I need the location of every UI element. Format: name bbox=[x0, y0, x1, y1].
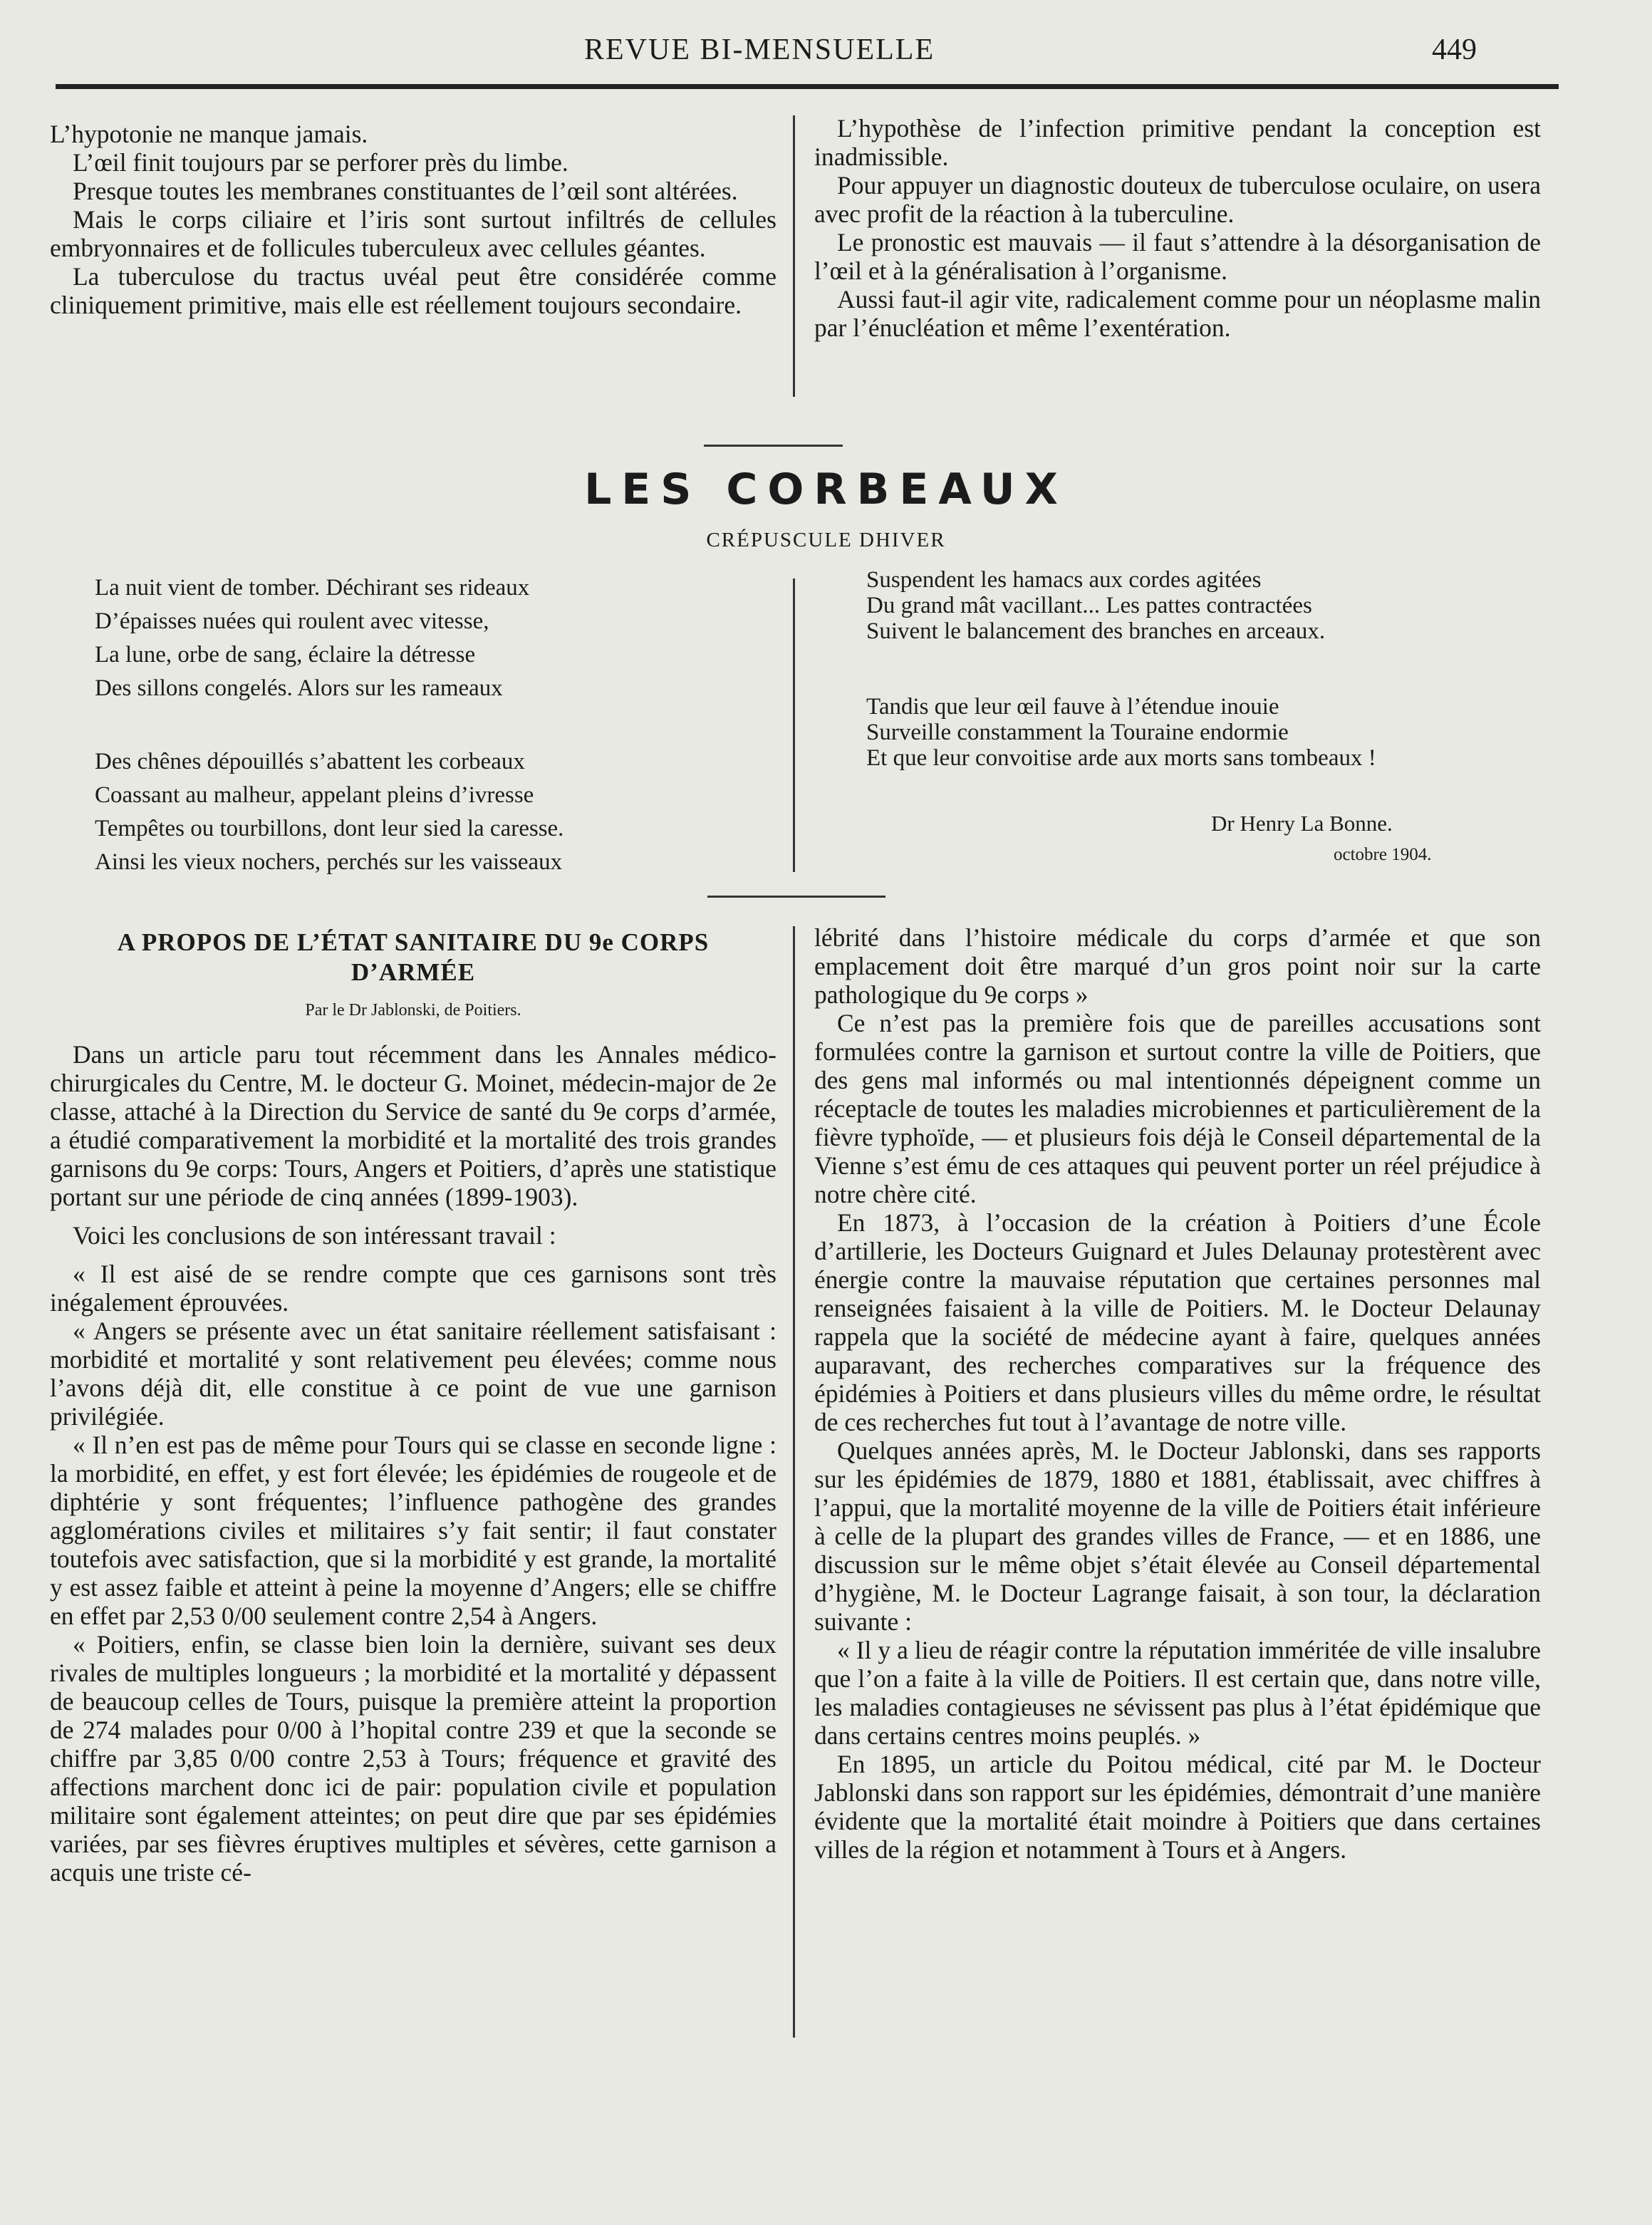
paragraph: lébrité dans l’histoire médicale du corps d’armée et que son emplacement doit être marqué d’un gros point noir sur la carte pathologique du 9e corps » bbox=[814, 923, 1541, 1009]
paragraph: En 1895, un article du Poitou médical, cité par M. le Docteur Jablonski dans son rapport sur les épidémies, démontrait d’une manière évidente que la mortalité était moindre à Poitiers que dans certaines villes de la région et notamment à Tours et à Angers. bbox=[814, 1750, 1541, 1864]
verse-line: Des chênes dépouillés s’abattent les corbeaux bbox=[95, 749, 525, 774]
paragraph: Ce n’est pas la première fois que de pareilles accusations sont formulées contre la garnison et surtout contre la ville de Poitiers, que des gens mal informés ou mal intentionnés dépeignent comme un réceptacle de toutes les maladies microbiennes et particulièrement de la fièvre typhoïde, — et plusieurs fois déjà le Conseil départemental de la Vienne s’est ému de ces attaques qui peuvent porter un réel préjudice à notre chère cité. bbox=[814, 1009, 1541, 1208]
poem-title: LES CORBEAUX bbox=[584, 465, 1068, 514]
paragraph: Pour appuyer un diagnostic douteux de tuberculose oculaire, on usera avec profit de la réaction à la tuberculine. bbox=[814, 171, 1541, 228]
poem-signature: Dr Henry La Bonne. bbox=[1211, 811, 1393, 836]
paragraph: L’hypotonie ne manque jamais. bbox=[50, 120, 368, 148]
paragraph: Mais le corps ciliaire et l’iris sont surtout infiltrés de cellules embryonnaires et de follicules tuberculeux avec cellules géantes. bbox=[50, 205, 776, 262]
section-rule bbox=[707, 896, 885, 898]
article-right-column bbox=[814, 923, 1541, 1864]
poem-divider bbox=[793, 579, 795, 872]
paragraph: L’hypothèse de l’infection primitive pendant la conception est inadmissible. bbox=[814, 114, 1541, 171]
paragraph: « Angers se présente avec un état sanitaire réellement satisfaisant : morbidité et mortalité y sont relativement peu élevées; comme nous l’avons déjà dit, elle constitue à ce point de vue une garnison privilégiée. bbox=[50, 1317, 776, 1431]
verse-line: Tempêtes ou tourbillons, dont leur sied la caresse. bbox=[95, 816, 564, 841]
verse-line: Ainsi les vieux nochers, perchés sur les vaisseaux bbox=[95, 849, 563, 875]
poem-right-stanza-2 bbox=[866, 694, 1376, 771]
poem-subtitle: CRÉPUSCULE DHIVER bbox=[706, 529, 946, 551]
article-byline: Par le Dr Jablonski, de Poitiers. bbox=[305, 1001, 521, 1020]
article-title-line-2: D’ARMÉE bbox=[350, 958, 476, 986]
verse-line: La nuit vient de tomber. Déchirant ses rideaux bbox=[95, 575, 530, 601]
poem-right-stanza-1 bbox=[866, 567, 1325, 644]
paragraph: Aussi faut-il agir vite, radicalement comme pour un néoplasme malin par l’énucléation et même l’exentération. bbox=[814, 285, 1541, 342]
verse-line: Et que leur convoitise arde aux morts sans tombeaux ! bbox=[866, 745, 1376, 771]
paragraph: L’œil finit toujours par se perforer près du limbe. bbox=[73, 148, 568, 177]
article-left-column bbox=[50, 1040, 776, 1887]
article-title bbox=[50, 928, 776, 987]
paragraph: La tuberculose du tractus uvéal peut être considérée comme cliniquement primitive, mais elle est réellement toujours secondaire. bbox=[50, 262, 776, 319]
column-divider bbox=[793, 926, 795, 2038]
section-rule bbox=[704, 445, 843, 447]
paragraph: « Il est aisé de se rendre compte que ces garnisons sont très inégalement éprouvées. bbox=[50, 1260, 776, 1317]
verse-line: Du grand mât vacillant... Les pattes contractées bbox=[866, 593, 1312, 618]
article-title-line-1: A PROPOS DE L’ÉTAT SANITAIRE DU 9e CORPS bbox=[117, 928, 710, 956]
paragraph: Presque toutes les membranes constituantes de l’œil sont altérées. bbox=[73, 177, 738, 205]
paragraph: « Il n’en est pas de même pour Tours qui se classe en seconde ligne : la morbidité, en effet, y est fort élevée; les épidémies de rougeole et de diphtérie y sont fréquentes; l’influence pathogène des grandes agglomérations civiles et militaires s’y fait sentir; il faut constater toutefois avec satisfaction, que si la morbidité y est grande, la mortalité y est assez faible et atteint à peine la moyenne d’Angers; elle se chiffre en effet par 2,53 0/00 seulement contre 2,54 à Angers. bbox=[50, 1431, 776, 1630]
paragraph: En 1873, à l’occasion de la création à Poitiers d’une École d’artillerie, les Docteurs Guignard et Jules Delaunay protestèrent avec énergie contre la mauvaise réputation que certaines personnes mal renseignées faisaient à la ville de Poitiers. M. le Docteur Delaunay rappela que la société de médecine ayant à faire, quelques années auparavant, des recherches comparatives sur la fréquence des épidémies à Poitiers et dans plusieurs villes du même ordre, le résultat de ces recherches fut tout à l’avantage de notre ville. bbox=[814, 1208, 1541, 1436]
verse-line: Coassant au malheur, appelant pleins d’ivresse bbox=[95, 782, 534, 808]
paragraph: « Poitiers, enfin, se classe bien loin la dernière, suivant ses deux rivales de multiples longueurs ; la morbidité et la mortalité y dépassent de beaucoup celles de Tours, puisque la première atteint la proportion de 274 malades pour 0/00 à l’hopital contre 239 et que la seconde se chiffre par 3,85 0/00 contre 2,53 à Tours; fréquence et gravité des affections marchent donc ici de pair: population civile et population militaire sont également atteintes; on peut dire que par ses épidémies variées, par ses fièvres éruptives multiples et sévères, cette garnison a acquis une triste cé- bbox=[50, 1630, 776, 1887]
poem-left-stanza-2 bbox=[95, 745, 563, 879]
poem-date: octobre 1904. bbox=[1334, 845, 1432, 864]
verse-line: Des sillons congelés. Alors sur les rameaux bbox=[95, 675, 503, 701]
top-right-column bbox=[814, 114, 1541, 342]
poem-left-stanza-1 bbox=[95, 571, 529, 705]
top-left-column bbox=[50, 120, 776, 319]
header-rule bbox=[56, 84, 1559, 89]
verse-line: La lune, orbe de sang, éclaire la détresse bbox=[95, 642, 476, 668]
paragraph: Le pronostic est mauvais — il faut s’attendre à la désorganisation de l’œil et à la généralisation à l’organisme. bbox=[814, 228, 1541, 285]
running-header-title: REVUE BI-MENSUELLE bbox=[584, 33, 935, 66]
page-number: 449 bbox=[1432, 33, 1477, 66]
verse-line: Tandis que leur œil fauve à l’étendue inouie bbox=[866, 694, 1279, 720]
column-divider bbox=[793, 115, 795, 397]
paragraph: Dans un article paru tout récemment dans les Annales médico-chirurgicales du Centre, M. le docteur G. Moinet, médecin-major de 2e classe, attaché à la Direction du Service de santé du 9e corps d’armée, a étudié comparativement la morbidité et la mortalité des trois grandes garnisons du 9e corps: Tours, Angers et Poitiers, d’après une statistique portant sur une période de cinq années (1899-1903). bbox=[50, 1040, 776, 1211]
verse-line: Suivent le balancement des branches en arceaux. bbox=[866, 618, 1326, 644]
verse-line: Suspendent les hamacs aux cordes agitées bbox=[866, 567, 1262, 593]
verse-line: Surveille constamment la Touraine endormie bbox=[866, 720, 1289, 745]
paragraph: Quelques années après, M. le Docteur Jablonski, dans ses rapports sur les épidémies de 1879, 1880 et 1881, établissait, avec chiffres à l’appui, que la mortalité moyenne de la ville de Poitiers était inférieure à celle de la plupart des grandes villes de France, — et en 1886, une discussion sur le même objet s’était élevée au Conseil départemental d’hygiène, M. le Docteur Lagrange faisait, à son tour, la déclaration suivante : bbox=[814, 1436, 1541, 1636]
paragraph: « Il y a lieu de réagir contre la réputation imméritée de ville insalubre que l’on a faite à la ville de Poitiers. Il est certain que, dans notre ville, les maladies contagieuses ne sévissent pas plus à l’état épidémique que dans certains centres moins peuplés. » bbox=[814, 1636, 1541, 1750]
paragraph: Voici les conclusions de son intéressant travail : bbox=[73, 1221, 556, 1250]
verse-line: D’épaisses nuées qui roulent avec vitesse, bbox=[95, 608, 489, 634]
